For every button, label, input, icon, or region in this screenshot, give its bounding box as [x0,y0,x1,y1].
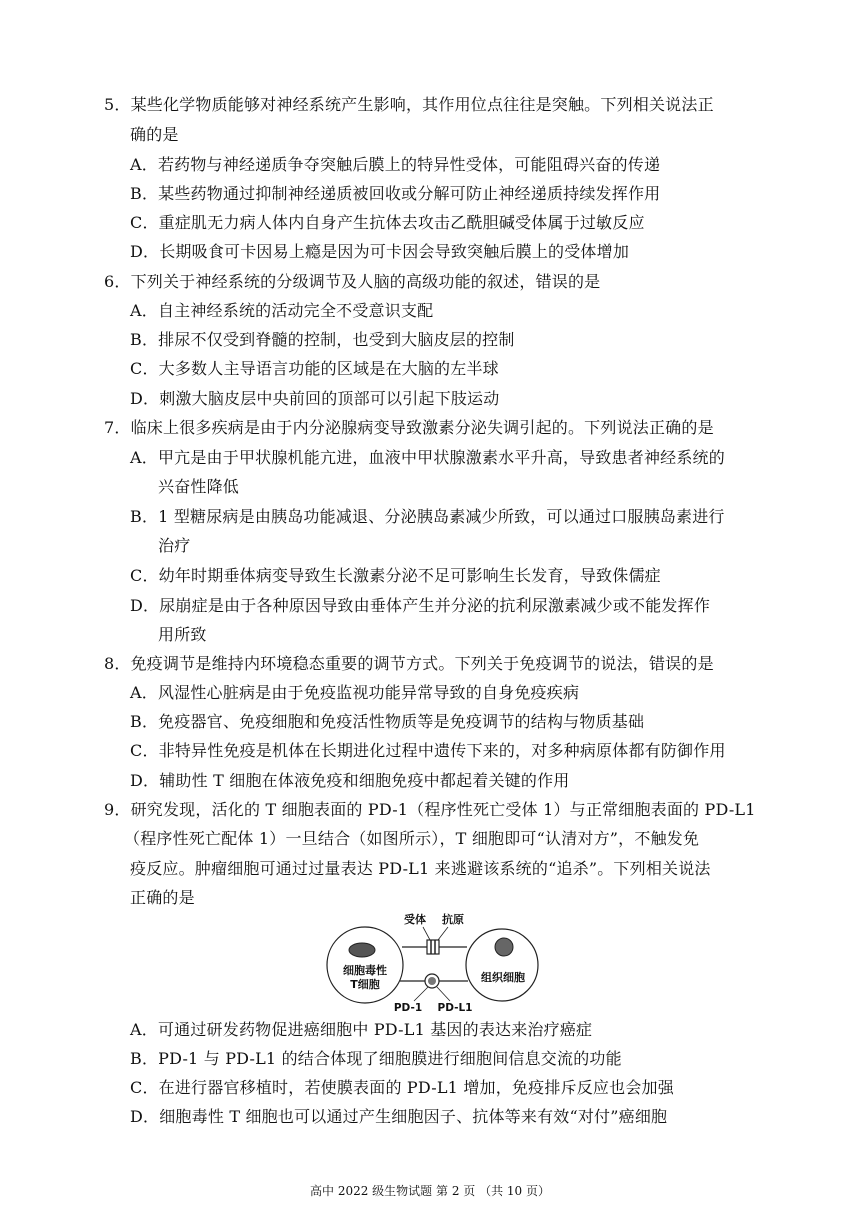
q5-option-d: D．长期吸食可卡因易上瘾是因为可卡因会导致突触后膜上的受体增加 [130,242,630,261]
page-footer: 高中 2022 级生物试题 第 2 页 （共 10 页） [310,1184,550,1198]
q8-option-c: C．非特异性免疫是机体在长期进化过程中遗传下来的，对多种病原体都有防御作用 [130,741,726,760]
q7-option-d-line1: D．尿崩症是由于各种原因导致由垂体产生并分泌的抗利尿激素减少或不能发挥作 [130,596,711,615]
tissue-cell-nucleus [495,938,513,956]
q9-option-d: D．细胞毒性 T 细胞也可以通过产生细胞因子、抗体等来有效“对付”癌细胞 [130,1107,668,1126]
label-receptor: 受体 [404,913,426,926]
q9-option-a: A．可通过研发药物促进癌细胞中 PD-L1 基因的表达来治疗癌症 [130,1020,593,1039]
q7-option-d-line2: 用所致 [158,625,207,644]
q5-stem-line1: 5．某些化学物质能够对神经系统产生影响，其作用位点往往是突触。下列相关说法正 [104,95,714,114]
pointer-pdl1 [437,987,450,1001]
q8-option-b: B．免疫器官、免疫细胞和免疫活性物质等是免疫调节的结构与物质基础 [130,712,645,731]
q6-option-b: B．排尿不仅受到脊髓的控制，也受到大脑皮层的控制 [130,330,515,349]
pd1-shape [428,977,436,985]
q6-stem: 6．下列关于神经系统的分级调节及人脑的高级功能的叙述，错误的是 [104,272,601,291]
q8-option-d: D．辅助性 T 细胞在体液免疫和细胞免疫中都起着关键的作用 [130,771,570,790]
q6-option-a: A．自主神经系统的活动完全不受意识支配 [130,301,434,320]
pd1-binding-figure [322,907,542,1017]
q5-option-c: C．重症肌无力病人体内自身产生抗体去攻击乙酰胆碱受体属于过敏反应 [130,213,645,232]
label-pdl1: PD-L1 [437,1002,473,1014]
q7-option-a-line2: 兴奋性降低 [158,477,240,496]
q7-option-b-line2: 治疗 [158,536,191,555]
q7-stem: 7．临床上很多疾病是由于内分泌腺病变导致激素分泌失调引起的。下列说法正确的是 [104,418,714,437]
q5-stem-line2: 确的是 [130,125,179,144]
pointer-pd1 [414,987,428,1001]
q5-option-b: B．某些药物通过抑制神经递质被回收或分解可防止神经递质持续发挥作用 [130,184,661,203]
t-cell-label-line2: T细胞 [350,978,380,991]
pointer-receptor [423,927,430,940]
q7-option-c: C．幼年时期垂体病变导致生长激素分泌不足可影响生长发育，导致侏儒症 [130,566,661,585]
label-pd1: PD-1 [393,1002,423,1014]
q9-option-b: B．PD-1 与 PD-L1 的结合体现了细胞膜进行细胞间信息交流的功能 [130,1049,622,1068]
q9-stem-line2: （程序性死亡配体 1）一旦结合（如图所示），T 细胞即可“认清对方”，不触发免 [124,829,700,848]
pointer-antigen [438,927,448,940]
q6-option-d: D．刺激大脑皮层中央前回的顶部可以引起下肢运动 [130,389,500,408]
q8-stem: 8．免疫调节是维持内环境稳态重要的调节方式。下列关于免疫调节的说法，错误的是 [104,654,714,673]
q5-option-a: A．若药物与神经递质争夺突触后膜上的特异性受体，可能阻碍兴奋的传递 [130,155,661,174]
label-antigen: 抗原 [442,913,464,926]
q7-option-a-line1: A．甲亢是由于甲状腺机能亢进，血液中甲状腺激素水平升高，导致患者神经系统的 [130,448,725,467]
t-cell-nucleus [349,943,375,957]
q9-stem-line1: 9．研究发现，活化的 T 细胞表面的 PD-1（程序性死亡受体 1）与正常细胞表面的 PD-L1 [104,800,756,819]
q9-option-c: C．在进行器官移植时，若使膜表面的 PD-L1 增加，免疫排斥反应也会加强 [130,1078,674,1097]
q9-stem-line4: 正确的是 [130,888,195,907]
t-cell-label-line1: 细胞毒性 [343,964,387,977]
q8-option-a: A．风湿性心脏病是由于免疫监视功能异常导致的自身免疫疾病 [130,683,580,702]
tissue-cell-label: 组织细胞 [481,971,525,984]
receptor-shape [427,940,439,954]
q9-stem-line3: 疫反应。肿瘤细胞可通过过量表达 PD-L1 来逃避该系统的“追杀”。下列相关说法 [130,859,711,878]
q7-option-b-line1: B．1 型糖尿病是由胰岛功能减退、分泌胰岛素减少所致，可以通过口服胰岛素进行 [130,507,725,526]
q6-option-c: C．大多数人主导语言功能的区域是在大脑的左半球 [130,359,499,378]
